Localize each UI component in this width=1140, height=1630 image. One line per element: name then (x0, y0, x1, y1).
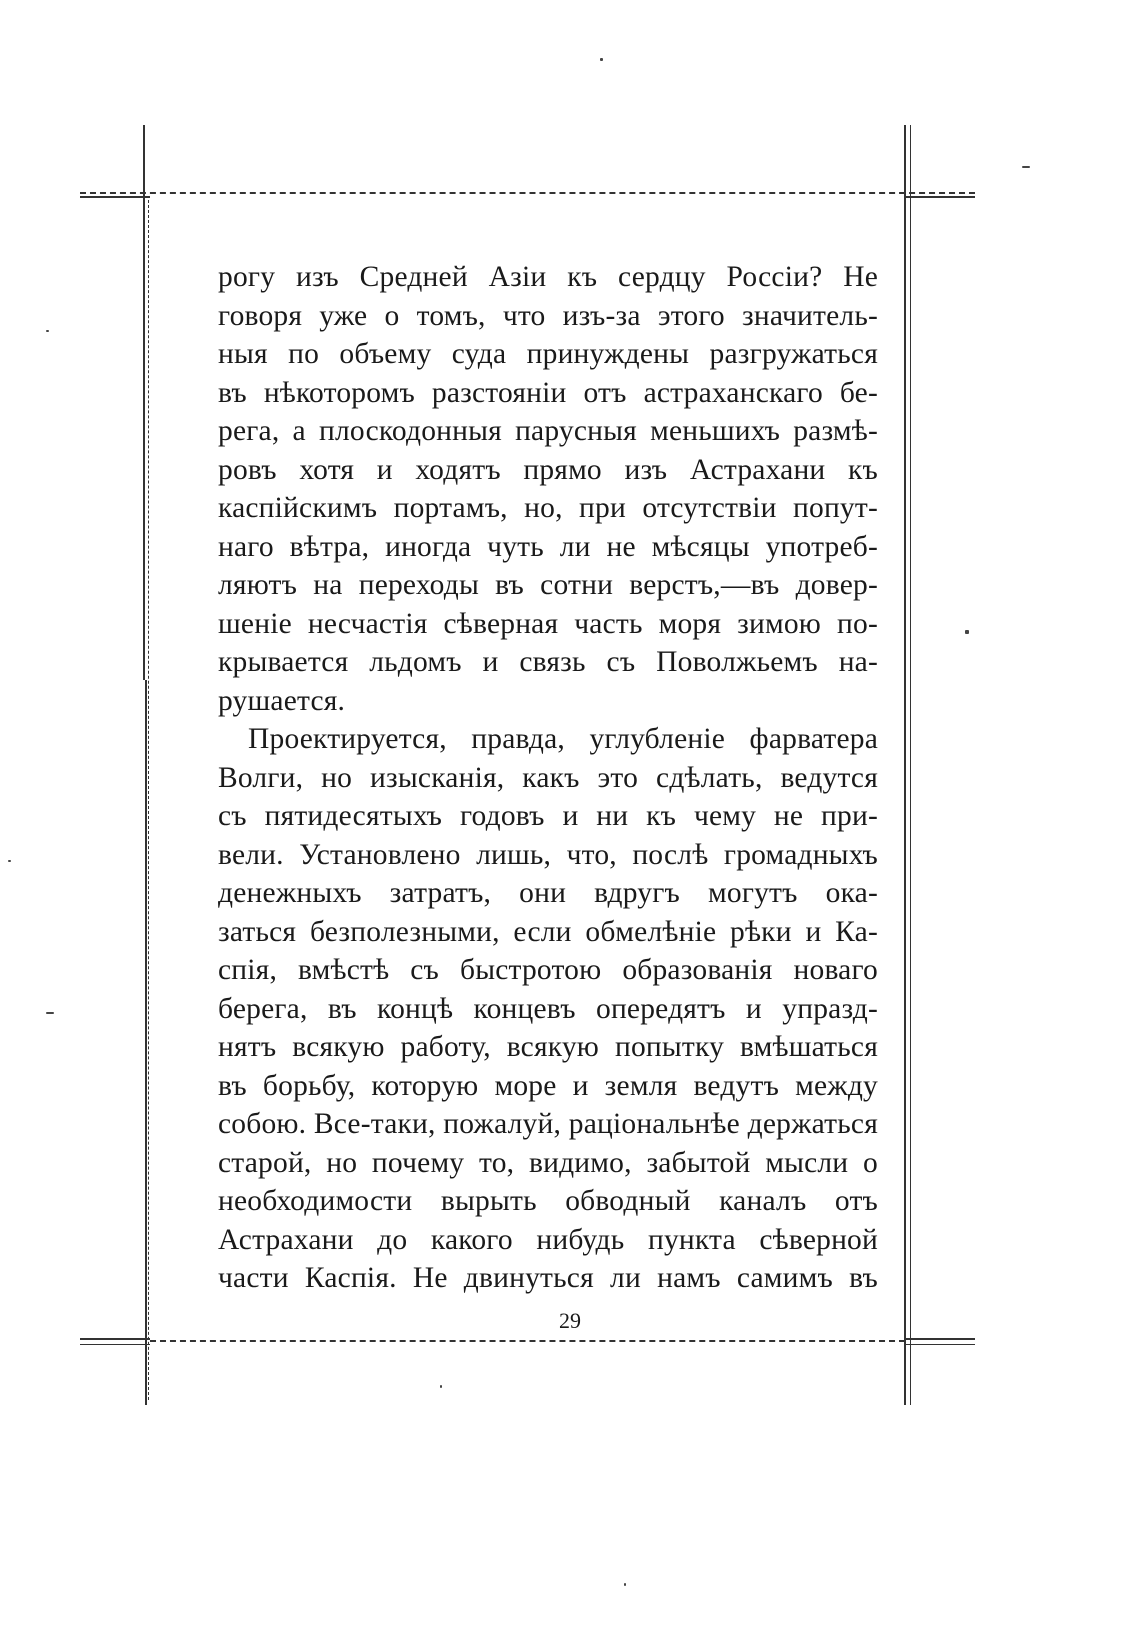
text-line: собою. Все-таки, пожалуй, раціональнѣе держаться (218, 1108, 878, 1140)
frame-top-rule (80, 192, 975, 194)
frame-right-rule (904, 125, 906, 1405)
text-line: шеніе несчастія сѣверная часть моря зимою по- (218, 607, 878, 640)
scan-speck (600, 58, 603, 61)
frame-left-rule (143, 125, 145, 680)
text-line: части Каспія. Не двинуться ли намъ самимъ въ (218, 1262, 878, 1294)
text-line: ныя по объему суда принуждены разгружаться (218, 338, 878, 370)
body-text (218, 258, 878, 1298)
scan-speck (46, 330, 49, 332)
frame-bottom-rule-right (905, 1338, 975, 1345)
scan-speck (965, 630, 969, 634)
text-line: спія, вмѣстѣ съ быстротою образованія новаго (218, 954, 878, 986)
frame-top-rule-left (80, 196, 150, 198)
text-line: крывается льдомъ и связь съ Поволжьемъ на- (218, 646, 878, 678)
frame-top-rule-right (905, 196, 975, 198)
text-line: съ пятидесятыхъ годовъ и ни къ чему не при- (218, 800, 878, 832)
text-line: вели. Установлено лишь, что, послѣ громадныхъ (218, 838, 878, 871)
page-number: 29 (559, 1308, 581, 1333)
text-line: ровъ хотя и ходятъ прямо изъ Астрахани къ (218, 453, 878, 486)
frame-right-rule-inner (910, 125, 911, 1405)
text-line: Астрахани до какого нибудь пункта сѣверной (218, 1223, 878, 1256)
text-line: говоря уже о томъ, что изъ-за этого значитель- (218, 299, 878, 332)
text-line: въ нѣкоторомъ разстояніи отъ астраханскаго бе- (218, 376, 878, 409)
text-line: нятъ всякую работу, всякую попытку вмѣшаться (218, 1031, 878, 1063)
scan-speck (46, 1012, 54, 1014)
text-line: наго вѣтра, иногда чуть ли не мѣсяцы употреб- (218, 530, 878, 563)
scan-speck (1022, 166, 1030, 168)
frame-left-rule-inner (148, 200, 149, 1400)
text-line: ляютъ на переходы въ сотни верстъ,—въ довер- (218, 569, 878, 601)
text-line: каспійскимъ портамъ, но, при отсутствіи попут- (218, 492, 878, 524)
text-line: Волги, но изысканія, какъ это сдѣлать, ведутся (218, 761, 878, 794)
text-line: берега, въ концѣ концевъ опередятъ и упразд- (218, 992, 878, 1025)
text-line: рушается. (218, 684, 346, 717)
text-line: рега, а плоскодонныя парусныя меньшихъ размѣ- (218, 415, 878, 447)
text-line: заться безполезными, если обмелѣніе рѣки и Ка- (218, 915, 878, 948)
text-line: денежныхъ затратъ, они вдругъ могутъ ока- (218, 877, 878, 909)
scan-speck (8, 860, 11, 862)
text-line: старой, но почему то, видимо, забытой мысли о (218, 1146, 878, 1179)
text-line: рогу изъ Средней Азіи къ сердцу Россіи? Не (218, 261, 878, 293)
scan-speck (624, 1583, 626, 1586)
text-line: Проектируется, правда, углубленіе фарватера (248, 723, 878, 755)
text-line: въ борьбу, которую море и земля ведутъ между (218, 1069, 878, 1102)
text-line: необходимости вырыть обводный каналъ отъ (218, 1185, 878, 1217)
frame-bottom-rule-left (80, 1338, 150, 1345)
frame-left-rule-lower (145, 680, 147, 1405)
frame-bottom-rule (150, 1340, 905, 1342)
scan-speck (440, 1385, 442, 1388)
